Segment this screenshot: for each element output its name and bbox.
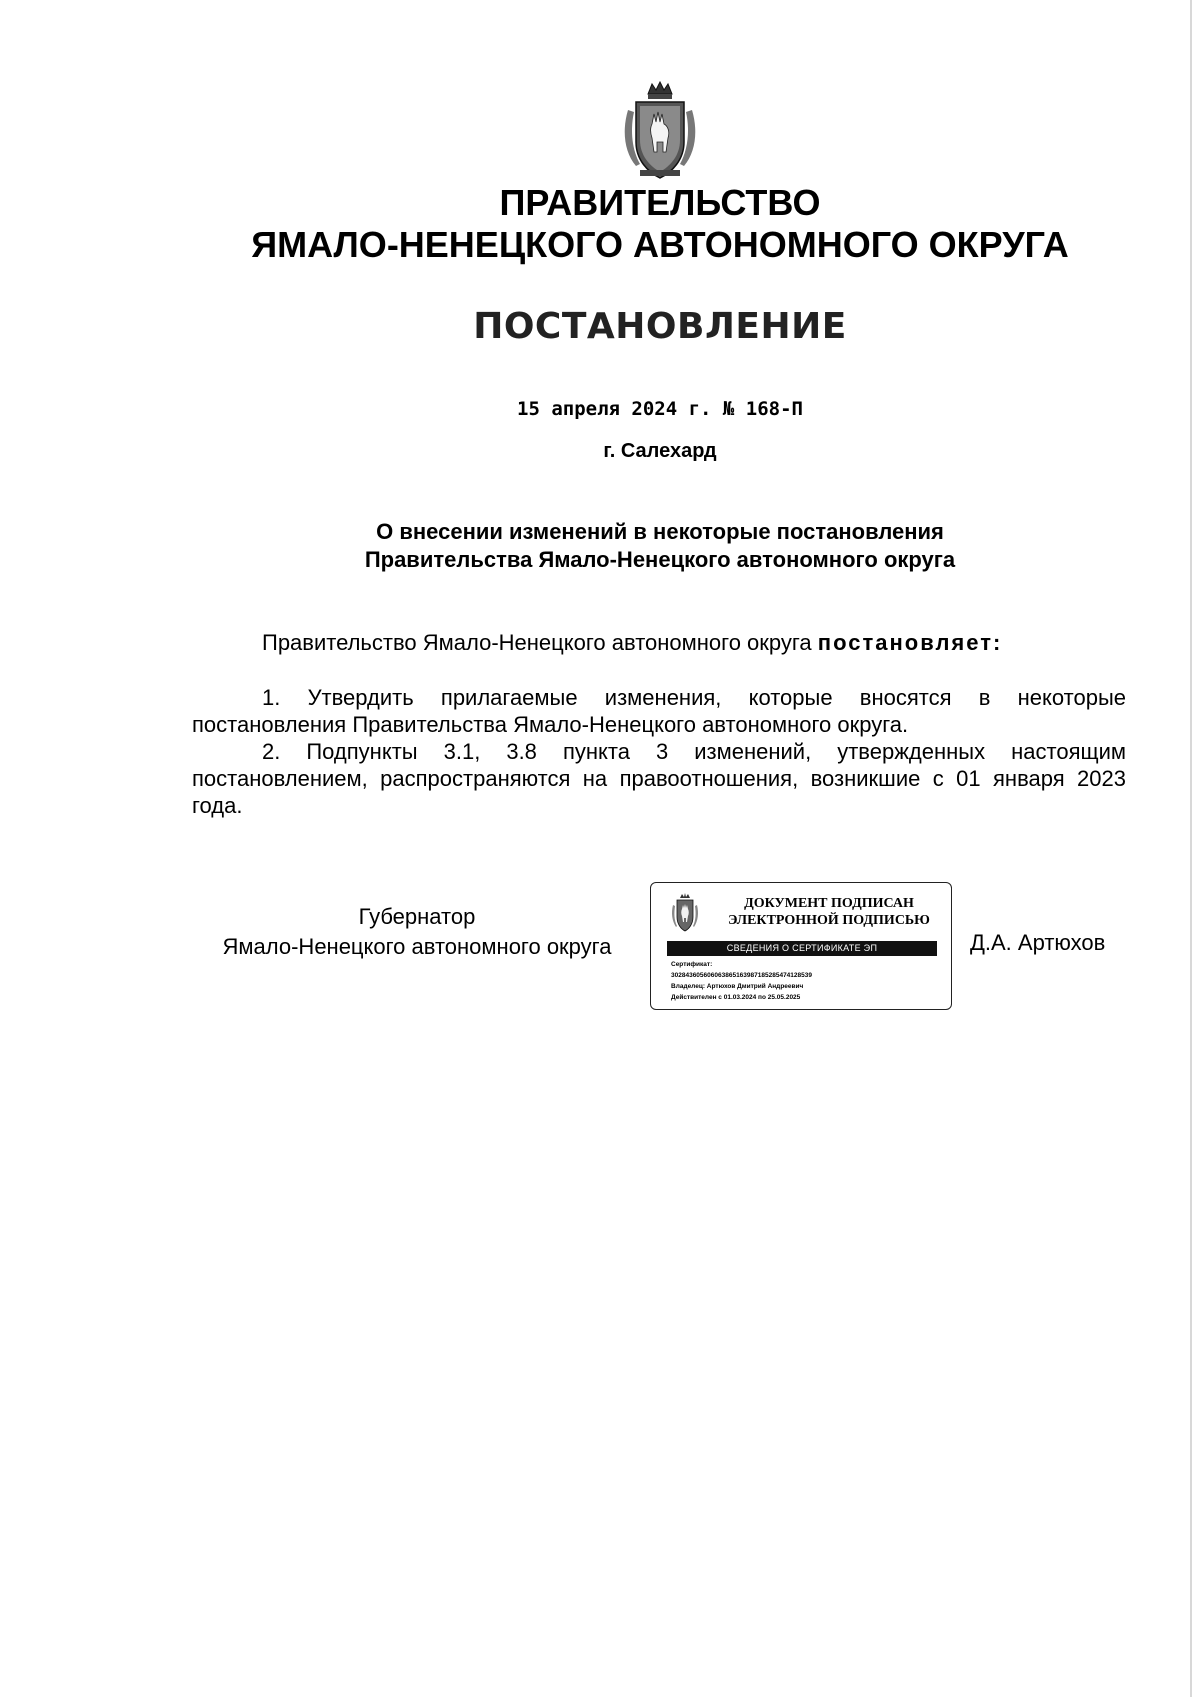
organization-title <box>0 182 1200 266</box>
stamp-title-line2: ЭЛЕКТРОННОЙ ПОДПИСЬЮ <box>728 913 930 928</box>
body-paragraph-1: 1. Утвердить прилагаемые изменения, которые вносятся в некоторые постановления Правительства Ямало-Ненецкого автономного округа. <box>192 685 1126 737</box>
organization-title-line2: ЯМАЛО-НЕНЕЦКОГО АВТОНОМНОГО ОКРУГА <box>251 224 1069 265</box>
stamp-cert-label: Сертификат: <box>671 961 713 968</box>
preamble-text: Правительство Ямало-Ненецкого автономного округа <box>262 630 812 655</box>
document-date-number: 15 апреля 2024 г. № 168-П <box>517 398 803 420</box>
document-subject <box>0 518 1200 574</box>
stamp-cert-number: 302843605606063865163987185285474128539 <box>671 972 812 979</box>
stamp-coat-of-arms-icon <box>671 893 699 933</box>
stamp-owner: Владелец: Артюхов Дмитрий Андреевич <box>671 983 804 990</box>
stamp-title <box>711 895 947 929</box>
body-paragraph-2: 2. Подпункты 3.1, 3.8 пункта 3 изменений, утвержденных настоящим постановлением, распространяются на правоотношения, возникшие с 01 января 2023 года. <box>192 739 1126 818</box>
document-subject-line2: Правительства Ямало-Ненецкого автономного округа <box>364 547 956 572</box>
signatory-name: Д.А. Артюхов <box>970 930 1106 955</box>
document-body <box>192 684 1126 819</box>
document-city: г. Салехард <box>603 440 717 462</box>
document-type-heading: ПОСТАНОВЛЕНИЕ <box>473 306 847 347</box>
electronic-signature-stamp <box>650 882 952 1010</box>
signatory-position <box>192 902 642 962</box>
stamp-certificate-bar: СВЕДЕНИЯ О СЕРТИФИКАТЕ ЭП <box>667 941 937 956</box>
document-subject-line1: О внесении изменений в некоторые постановления <box>376 519 944 544</box>
signatory-position-line1: Губернатор <box>358 904 476 929</box>
signatory-position-line2: Ямало-Ненецкого автономного округа <box>222 934 612 959</box>
stamp-details <box>671 959 941 1003</box>
decree-word: постановляет: <box>817 630 1003 655</box>
preamble <box>262 630 1002 656</box>
stamp-validity: Действителен с 01.03.2024 по 25.05.2025 <box>671 994 801 1001</box>
stamp-title-line1: ДОКУМЕНТ ПОДПИСАН <box>744 896 914 911</box>
coat-of-arms-icon <box>618 80 702 180</box>
organization-title-line1: ПРАВИТЕЛЬСТВО <box>499 182 821 223</box>
